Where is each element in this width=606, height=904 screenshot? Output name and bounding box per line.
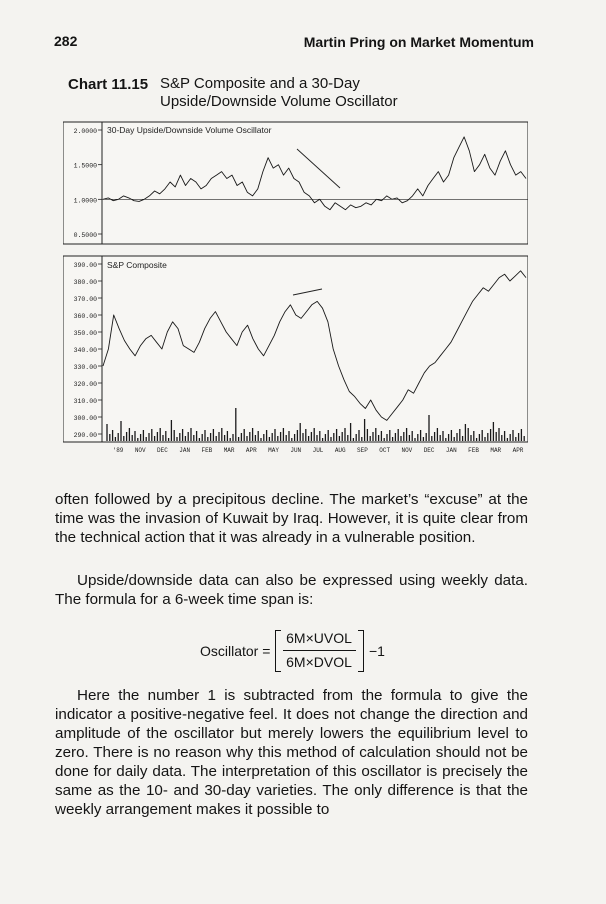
- x-axis-label: APR: [512, 447, 524, 454]
- sp-tick-label: 340.00: [73, 347, 97, 354]
- oscillator-tick-label: 0.5000: [73, 232, 97, 239]
- oscillator-formula: [200, 628, 460, 676]
- sp-tick-label: 320.00: [73, 381, 97, 388]
- x-axis-label: MAR: [223, 447, 235, 454]
- paragraph-2: Upside/downside data can also be expressed using weekly data. The formula for a 6-week time span is:: [55, 572, 528, 608]
- formula-right-bracket: [358, 630, 364, 672]
- chart-title-line-1: S&P Composite and a 30-Day: [160, 75, 360, 92]
- x-axis-label: FEB: [468, 447, 479, 454]
- running-head: Martin Pring on Market Momentum: [303, 34, 534, 50]
- oscillator-tick-label: 2.0000: [73, 128, 97, 135]
- x-axis-label: MAY: [268, 447, 279, 454]
- chart-title-line-2: Upside/Downside Volume Oscillator: [160, 93, 398, 110]
- paragraph-1: often followed by a precipitous decline. The market’s “excuse” at the time was the invasion of Kuwait by Iraq. However, it is quite clear from the technical action that it was already in a vulnerable position.: [55, 491, 528, 546]
- x-axis-label: OCT: [379, 447, 391, 454]
- formula-denominator: 6M×DVOL: [286, 654, 352, 670]
- sp-panel-title: S&P Composite: [107, 260, 167, 270]
- formula-fraction-bar: [283, 650, 356, 651]
- x-axis-label: MAR: [490, 447, 502, 454]
- sp-tick-label: 330.00: [73, 364, 97, 371]
- sp-tick-label: 350.00: [73, 330, 97, 337]
- x-axis-label: APR: [245, 447, 257, 454]
- sp-tick-label: 380.00: [73, 279, 97, 286]
- oscillator-tick-label: 1.5000: [73, 162, 97, 170]
- x-axis-label: NOV: [401, 447, 413, 454]
- sp-tick-label: 310.00: [73, 398, 97, 405]
- sp-tick-label: 290.00: [73, 432, 97, 439]
- oscillator-tick-label: 1.0000: [73, 197, 97, 205]
- chart-label: Chart 11.15: [68, 76, 149, 93]
- formula-lhs: Oscillator =: [200, 643, 271, 659]
- x-axis-label: SEP: [357, 447, 368, 454]
- x-axis-label: NOV: [134, 447, 146, 454]
- formula-rhs: −1: [369, 643, 385, 659]
- x-axis-label: JAN: [179, 447, 191, 454]
- x-axis-label: JUN: [290, 447, 302, 454]
- sp-tick-label: 390.00: [73, 262, 97, 269]
- chart-title: [160, 75, 398, 111]
- formula-numerator: 6M×UVOL: [286, 630, 352, 646]
- page-number: 282: [54, 33, 78, 49]
- x-axis-label: AUG: [334, 447, 346, 454]
- sp-panel: [63, 256, 528, 442]
- x-axis-label: DEC: [423, 447, 435, 454]
- x-axis-label: JAN: [445, 447, 457, 454]
- paragraph-3: Here the number 1 is subtracted from the formula to give the indicator a positive-negative feel. It does not change the direction and amplitude of the oscillator but merely lowers the equilibrium level to zero. There is no reason why this method of calculation should not be done for daily data. The interpretation of this oscillator is precisely the same as the 10- and 30-day varieties. The only difference is that the weekly arrangement makes it possible to: [55, 687, 528, 818]
- sp-tick-label: 300.00: [73, 415, 97, 422]
- sp-tick-label: 370.00: [73, 296, 97, 303]
- x-axis-label: JUL: [312, 447, 324, 454]
- x-axis-label: FEB: [201, 447, 213, 454]
- sp-tick-label: 360.00: [73, 313, 97, 320]
- oscillator-panel-title: 30-Day Upside/Downside Volume Oscillator: [107, 125, 272, 135]
- x-axis-label: DEC: [157, 447, 168, 454]
- x-axis-label: '89: [112, 447, 124, 454]
- oscillator-panel: [63, 122, 528, 244]
- chart-figure: [63, 116, 528, 461]
